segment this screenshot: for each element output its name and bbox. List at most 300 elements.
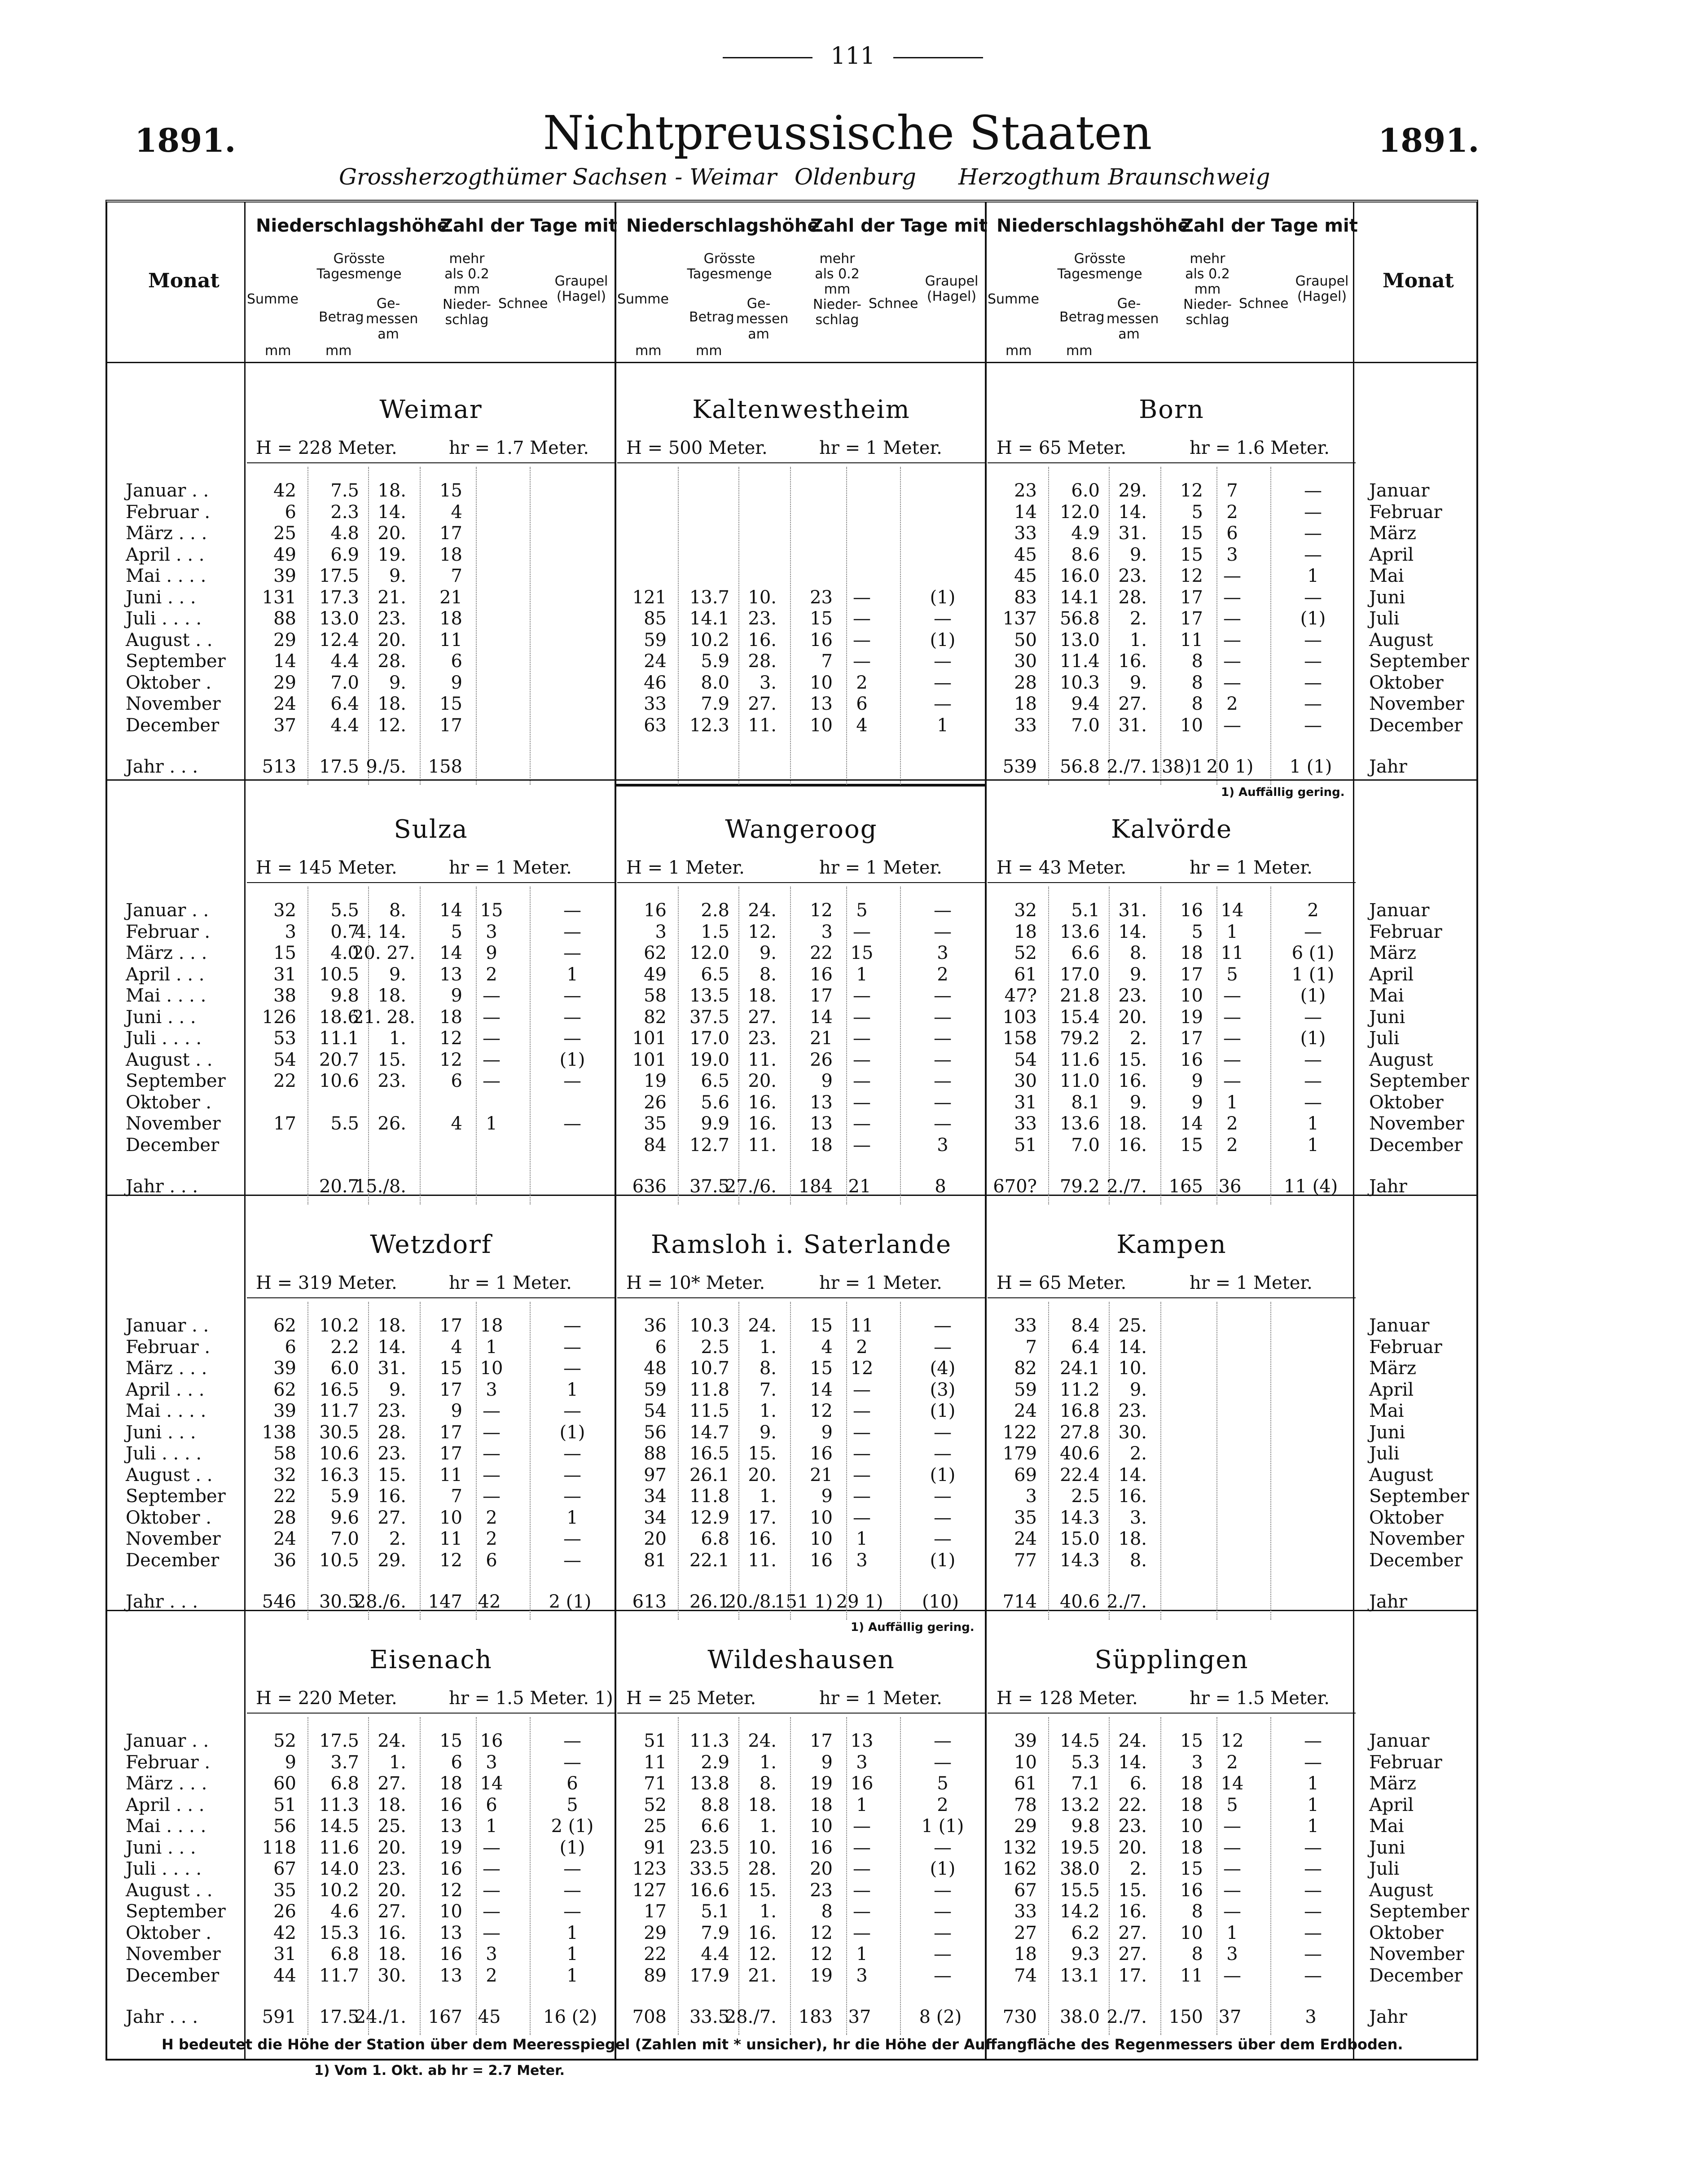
cell-value: 2 (486, 1529, 497, 1549)
month-label-right: März (1369, 523, 1416, 544)
month-label-right: September (1369, 1901, 1469, 1922)
station-name: Wetzdorf (370, 1230, 492, 1259)
cell-value: 31. (1118, 900, 1147, 921)
cell-value: 5 (1226, 964, 1238, 985)
cell-value: 26.1 (689, 1464, 729, 1485)
cell-value: 18 (1014, 694, 1037, 714)
month-label-left: Oktober . (126, 1507, 212, 1528)
cell-value: 7 (821, 651, 833, 672)
cell-value: 10. (748, 587, 777, 608)
cell-value: 51 (644, 1731, 667, 1751)
cell-value: 123 (632, 1859, 667, 1879)
cell-value: — (1304, 1752, 1322, 1773)
year-total-value: 30.5 (319, 1591, 359, 1612)
station-gauge-height: hr = 1 Meter. (1190, 1273, 1313, 1293)
cell-value: 3 (1226, 1944, 1238, 1964)
cell-value: 2 (1) (551, 1816, 594, 1837)
month-label-left: Juli . . . . (126, 1028, 202, 1049)
cell-value: 3 (285, 921, 296, 942)
cell-value: 18. (1118, 1529, 1147, 1549)
cell-value: 9 (821, 1486, 833, 1507)
month-label-right: August (1369, 1049, 1433, 1070)
cell-value: 2 (937, 1794, 948, 1815)
cell-value: 14 (439, 943, 462, 963)
year-total-value: 3 (1305, 2007, 1317, 2027)
cell-value: 1 (1307, 1113, 1319, 1134)
cell-value: 9. (1129, 544, 1147, 565)
month-label-left: Juni . . . (126, 1837, 196, 1858)
cell-value: 21 (810, 1464, 833, 1485)
column-guide (1216, 1302, 1217, 1620)
cell-value: 5.9 (330, 1486, 359, 1507)
cell-value: — (563, 1752, 581, 1773)
month-label-right: Februar (1369, 501, 1442, 523)
cell-value: 1 (1307, 1134, 1319, 1156)
cell-value: 12.3 (689, 715, 729, 736)
cell-value: 17 (810, 1731, 833, 1751)
cell-value: 8 (821, 1901, 833, 1922)
cell-value: 15 (1180, 1134, 1203, 1156)
cell-value: 9.8 (1071, 1816, 1100, 1837)
cell-value: 4.6 (330, 1901, 359, 1922)
cell-value: 16. (1118, 1486, 1147, 1507)
cell-value: 15 (1180, 1731, 1203, 1751)
cell-value: 1. (389, 1752, 406, 1773)
cell-value: — (483, 1901, 501, 1922)
cell-value: 3 (937, 1134, 948, 1156)
cell-value: 11. (748, 1134, 777, 1156)
cell-value: 10. (748, 1837, 777, 1858)
cell-value: 9. (759, 1422, 777, 1443)
cell-value: 82 (1014, 1358, 1037, 1379)
station-gauge-height: hr = 1 Meter. (819, 1688, 942, 1709)
cell-value: 14 (273, 651, 296, 672)
month-label-left: Juli . . . . (126, 608, 202, 629)
cell-value: 9 (821, 1422, 833, 1443)
cell-value: 2. (1129, 1443, 1147, 1464)
month-label-right: Mai (1369, 566, 1404, 586)
cell-value: — (1304, 587, 1322, 608)
cell-value: 6 (566, 1773, 578, 1794)
cell-value: 14. (1118, 501, 1147, 523)
cell-value: 9. (389, 1379, 406, 1400)
station-name: Kampen (1116, 1230, 1227, 1259)
cell-value: 11.6 (319, 1837, 359, 1858)
month-label-left: September (126, 1071, 226, 1091)
cell-value: 9 (486, 943, 497, 963)
block-rule (247, 882, 615, 883)
cell-value: 27.8 (1059, 1422, 1100, 1443)
cell-value: — (934, 1113, 952, 1134)
cell-value: — (483, 1837, 501, 1858)
cell-value: (1) (930, 629, 956, 650)
cell-value: 11.8 (689, 1486, 729, 1507)
cell-value: 6.4 (330, 694, 359, 714)
cell-value: 33 (1014, 1901, 1037, 1922)
month-label-right: Mai (1369, 1816, 1404, 1837)
cell-value: — (563, 1529, 581, 1549)
cell-value: 52 (1014, 943, 1037, 963)
cell-value: 59 (644, 629, 667, 650)
cell-value: 29. (378, 1550, 406, 1571)
cell-value: 10. (1118, 1358, 1147, 1379)
cell-value: — (934, 1486, 952, 1507)
cell-value: 88 (273, 608, 296, 629)
cell-value: 49 (273, 544, 296, 565)
cell-value: — (483, 1028, 501, 1049)
cell-value: 20 (644, 1529, 667, 1549)
cell-value: 18 (1180, 1794, 1203, 1815)
year-label-left: Jahr . . . (126, 1591, 198, 1612)
cell-value: 35 (1014, 1507, 1037, 1528)
cell-value: — (483, 1006, 501, 1028)
cell-value: — (483, 1071, 501, 1091)
column-guide (1270, 887, 1271, 1204)
cell-value: 13 (810, 1092, 833, 1113)
cell-value: — (563, 985, 581, 1006)
month-label-right: Februar (1369, 1336, 1442, 1358)
cell-value: — (934, 1006, 952, 1028)
cell-value: 13 (439, 1922, 462, 1943)
year-total-value: 167 (428, 2007, 462, 2027)
year-total-value: 37 (1218, 2007, 1242, 2027)
cell-value: 16 (810, 1443, 833, 1464)
monat-header-left: Monat (148, 269, 220, 292)
cell-value: 17 (1180, 587, 1203, 608)
station-name: Kalvörde (1111, 815, 1233, 844)
cell-value: — (1223, 985, 1241, 1006)
cell-value: 14 (1180, 1113, 1203, 1134)
cell-value: — (853, 1901, 871, 1922)
month-label-left: Juni . . . (126, 1422, 196, 1443)
year-total-value: 45 (478, 2007, 501, 2027)
cell-value: 6.9 (330, 544, 359, 565)
cell-value: (3) (930, 1379, 956, 1400)
cell-value: 23. (378, 608, 406, 629)
month-label-right: August (1369, 629, 1433, 650)
cell-value: 158 (1002, 1028, 1037, 1049)
cell-value: 19.0 (689, 1049, 729, 1070)
month-label-left: März . . . (126, 523, 207, 544)
cell-value: 27 (1014, 1922, 1037, 1943)
cell-value: — (1223, 1859, 1241, 1879)
header-gemessen-2: Ge-messen am (1107, 296, 1159, 342)
cell-value: 7.0 (330, 672, 359, 693)
cell-value: — (1223, 715, 1241, 736)
cell-value: 38 (273, 985, 296, 1006)
cell-value: 27. (1118, 1922, 1147, 1943)
cell-value: 16.6 (689, 1880, 729, 1901)
cell-value: 15 (850, 943, 874, 963)
year-total-value: 26.1 (689, 1591, 729, 1612)
cell-value: 3 (937, 943, 948, 963)
cell-value: 15 (810, 608, 833, 629)
cell-value: — (853, 1922, 871, 1943)
cell-value: 12 (1221, 1731, 1244, 1751)
cell-value: — (1223, 651, 1241, 672)
cell-value: 18 (439, 1006, 462, 1028)
cell-value: — (1304, 1965, 1322, 1986)
cell-value: — (1304, 1922, 1322, 1943)
cell-value: 38.0 (1059, 1859, 1100, 1879)
month-label-left: November (126, 1113, 221, 1134)
cell-value: — (934, 1837, 952, 1858)
cell-value: 54 (1014, 1049, 1037, 1070)
cell-value: 3 (486, 1379, 497, 1400)
cell-value: 16. (1118, 1071, 1147, 1091)
subtitle-braunschweig: Herzogthum Braunschweig (958, 164, 1270, 190)
cell-value: 1 (856, 1944, 868, 1964)
header-summe-2: Summe (988, 291, 1039, 307)
cell-value: 20. (378, 523, 406, 544)
month-label-left: Oktober . (126, 1922, 212, 1943)
cell-value: 5.5 (330, 1113, 359, 1134)
cell-value: 20. (748, 1464, 777, 1485)
cell-value: — (934, 1965, 952, 1986)
cell-value: 14 (1014, 501, 1037, 523)
year-total-value: 15./8. (354, 1176, 406, 1197)
cell-value: 20. (378, 629, 406, 650)
month-label-left: April . . . (126, 1794, 205, 1815)
cell-value: — (853, 608, 871, 629)
cell-value: 3 (655, 921, 667, 942)
cell-value: 24. (1118, 1731, 1147, 1751)
cell-value: 5.3 (1071, 1752, 1100, 1773)
cell-value: 122 (1002, 1422, 1037, 1443)
cell-value: — (1304, 1006, 1322, 1028)
cell-value: 51 (273, 1794, 296, 1815)
cell-value: 24 (273, 1529, 296, 1549)
header-mehr-0: mehr als 0.2 mm Nieder-schlag (443, 251, 491, 328)
cell-value: 28. (378, 1422, 406, 1443)
month-label-right: Juni (1369, 1837, 1405, 1858)
cell-value: 5 (856, 900, 868, 921)
header-tage-1: Zahl der Tage mit (810, 215, 988, 236)
cell-value: 7 (451, 1486, 462, 1507)
year-label-left: Jahr . . . (126, 2007, 198, 2027)
month-label-left: Mai . . . . (126, 985, 206, 1006)
cell-value: 2 (856, 1336, 868, 1358)
cell-value: 14. (1118, 1752, 1147, 1773)
cell-value: 13.0 (319, 608, 359, 629)
cell-value: 18. (748, 985, 777, 1006)
block-rule (988, 1713, 1356, 1714)
cell-value: 17 (439, 715, 462, 736)
cell-value: 2 (937, 964, 948, 985)
cell-value: 101 (632, 1049, 667, 1070)
cell-value: 6.4 (1071, 1336, 1100, 1358)
column-guide (1160, 1302, 1161, 1620)
cell-value: 33 (1014, 1113, 1037, 1134)
cell-value: 17.0 (1059, 964, 1100, 985)
year-total-value: 56.8 (1059, 756, 1100, 777)
cell-value: 13.2 (1059, 1794, 1100, 1815)
cell-value: 6 (451, 1071, 462, 1091)
cell-value: 69 (1014, 1464, 1037, 1485)
cell-value: 19. (378, 544, 406, 565)
cell-value: 17 (439, 1315, 462, 1336)
cell-value: 58 (644, 985, 667, 1006)
cell-value: 1 (566, 1507, 578, 1528)
year-total-value: 42 (478, 1591, 501, 1612)
cell-value: 15. (1118, 1049, 1147, 1070)
cell-value: — (934, 1443, 952, 1464)
header-schnee-0: Schnee (498, 296, 548, 312)
cell-value: 31 (1014, 1092, 1037, 1113)
cell-value: — (853, 1379, 871, 1400)
month-label-right: Oktober (1369, 672, 1444, 693)
month-label-right: Juni (1369, 1422, 1405, 1443)
cell-value: 126 (262, 1006, 296, 1028)
cell-value: 15.5 (1059, 1880, 1100, 1901)
cell-value: 36 (273, 1550, 296, 1571)
month-label-left: März . . . (126, 1358, 207, 1379)
cell-value: 23. (748, 608, 777, 629)
cell-value: 4.4 (701, 1944, 729, 1964)
cell-value: 1 (566, 1944, 578, 1964)
cell-value: 16. (748, 1113, 777, 1134)
header-mehr-2: mehr als 0.2 mm Nieder-schlag (1183, 251, 1232, 328)
cell-value: 16.8 (1059, 1401, 1100, 1421)
cell-value: 13 (850, 1731, 874, 1751)
cell-value: 13 (439, 1816, 462, 1837)
month-label-right: September (1369, 1486, 1469, 1507)
year-total-value: 17.5 (319, 2007, 359, 2027)
cell-value: 13 (439, 964, 462, 985)
cell-value: 61 (1014, 1773, 1037, 1794)
cell-value: 23. (1118, 1816, 1147, 1837)
cell-value: 62 (273, 1379, 296, 1400)
cell-value: 16 (439, 1859, 462, 1879)
cell-value: — (934, 1944, 952, 1964)
cell-value: — (1304, 672, 1322, 693)
cell-value: 6 (1) (1291, 943, 1335, 963)
cell-value: 1 (1226, 921, 1238, 942)
cell-value: — (853, 1134, 871, 1156)
cell-value: 7.5 (330, 480, 359, 501)
cell-value: 3 (486, 921, 497, 942)
cell-value: — (563, 1336, 581, 1358)
cell-value: 18 (439, 544, 462, 565)
cell-value: — (563, 1486, 581, 1507)
block-rule (617, 462, 985, 463)
month-label-right: März (1369, 1773, 1416, 1794)
cell-value: 23. (378, 1401, 406, 1421)
cell-value: — (934, 608, 952, 629)
cell-value: 1 (1307, 1816, 1319, 1837)
month-label-right: Juli (1369, 1028, 1400, 1049)
cell-value: 11.3 (689, 1731, 729, 1751)
cell-value: 13.5 (689, 985, 729, 1006)
cell-value: 4 (451, 1336, 462, 1358)
cell-value: 23.5 (689, 1837, 729, 1858)
header-mehr-1: mehr als 0.2 mm Nieder-schlag (813, 251, 861, 328)
cell-value: — (483, 1049, 501, 1070)
cell-value: 22. (1118, 1794, 1147, 1815)
cell-value: 16. (1118, 651, 1147, 672)
year-total-value: 8 (935, 1176, 946, 1197)
cell-value: 9 (821, 1071, 833, 1091)
year-total-value: 33.5 (689, 2007, 729, 2027)
cell-value: 6.6 (1071, 943, 1100, 963)
cell-value: 8. (759, 964, 777, 985)
cell-value: 14 (810, 1006, 833, 1028)
year-right: 1891. (1378, 121, 1480, 159)
cell-value: 15.4 (1059, 1006, 1100, 1028)
cell-value: 16 (810, 1837, 833, 1858)
cell-value: 2. (1129, 1859, 1147, 1879)
cell-value: 30. (1118, 1422, 1147, 1443)
cell-value: 3 (1191, 1752, 1203, 1773)
cell-value: 2.8 (701, 900, 729, 921)
year-total-value: 708 (632, 2007, 667, 2027)
station-name: Sulza (394, 815, 468, 844)
cell-value: 5 (1226, 1794, 1238, 1815)
cell-value: 63 (644, 715, 667, 736)
year-total-value: 40.6 (1059, 1591, 1100, 1612)
cell-value: 9. (389, 964, 406, 985)
cell-value: 22 (644, 1944, 667, 1964)
cell-value: 10.7 (689, 1358, 729, 1379)
cell-value: 1. (1129, 629, 1147, 650)
cell-value: 5 (451, 921, 462, 942)
cell-value: 17.0 (689, 1028, 729, 1049)
cell-value: 27. (1118, 1944, 1147, 1964)
cell-value: 29 (1014, 1816, 1037, 1837)
cell-value: 33 (1014, 715, 1037, 736)
cell-value: 3. (1129, 1507, 1147, 1528)
cell-value: 7.0 (1071, 1134, 1100, 1156)
month-label-left: Mai . . . . (126, 566, 206, 586)
year-total-value: 151 1) (774, 1591, 833, 1612)
cell-value: 2.2 (330, 1336, 359, 1358)
cell-value: 2.5 (701, 1336, 729, 1358)
cell-value: 17.9 (689, 1965, 729, 1986)
header-niederschlag-0: Niederschlagshöhe (256, 215, 449, 236)
month-label-right: April (1369, 964, 1414, 985)
month-label-left: November (126, 1944, 221, 1964)
cell-value: 6.2 (1071, 1922, 1100, 1943)
cell-value: — (853, 1006, 871, 1028)
cell-value: 14 (439, 900, 462, 921)
cell-value: 7.1 (1071, 1773, 1100, 1794)
cell-value: 13.6 (1059, 1113, 1100, 1134)
cell-value: 37 (273, 715, 296, 736)
cell-value: 18. (378, 480, 406, 501)
cell-value: 12. (748, 921, 777, 942)
cell-value: 18 (439, 1773, 462, 1794)
cell-value: 21 (439, 587, 462, 608)
cell-value: 23. (378, 1071, 406, 1091)
month-label-left: Mai . . . . (126, 1816, 206, 1837)
cell-value: 6.8 (330, 1773, 359, 1794)
cell-value: 8. (1129, 943, 1147, 963)
month-label-right: December (1369, 1965, 1463, 1986)
cell-value: 13 (810, 1113, 833, 1134)
cell-value: 14.2 (1059, 1901, 1100, 1922)
year-total-value: 546 (262, 1591, 296, 1612)
cell-value: — (1304, 694, 1322, 714)
cell-value: — (853, 1401, 871, 1421)
cell-value: — (1304, 1944, 1322, 1964)
station-height: H = 228 Meter. (256, 438, 397, 458)
cell-value: 14. (1118, 921, 1147, 942)
cell-value: 16 (810, 1550, 833, 1571)
cell-value: 24 (273, 694, 296, 714)
month-label-left: August . . (126, 1049, 213, 1070)
cell-value: 3 (1025, 1486, 1037, 1507)
cell-value: 12.9 (689, 1507, 729, 1528)
